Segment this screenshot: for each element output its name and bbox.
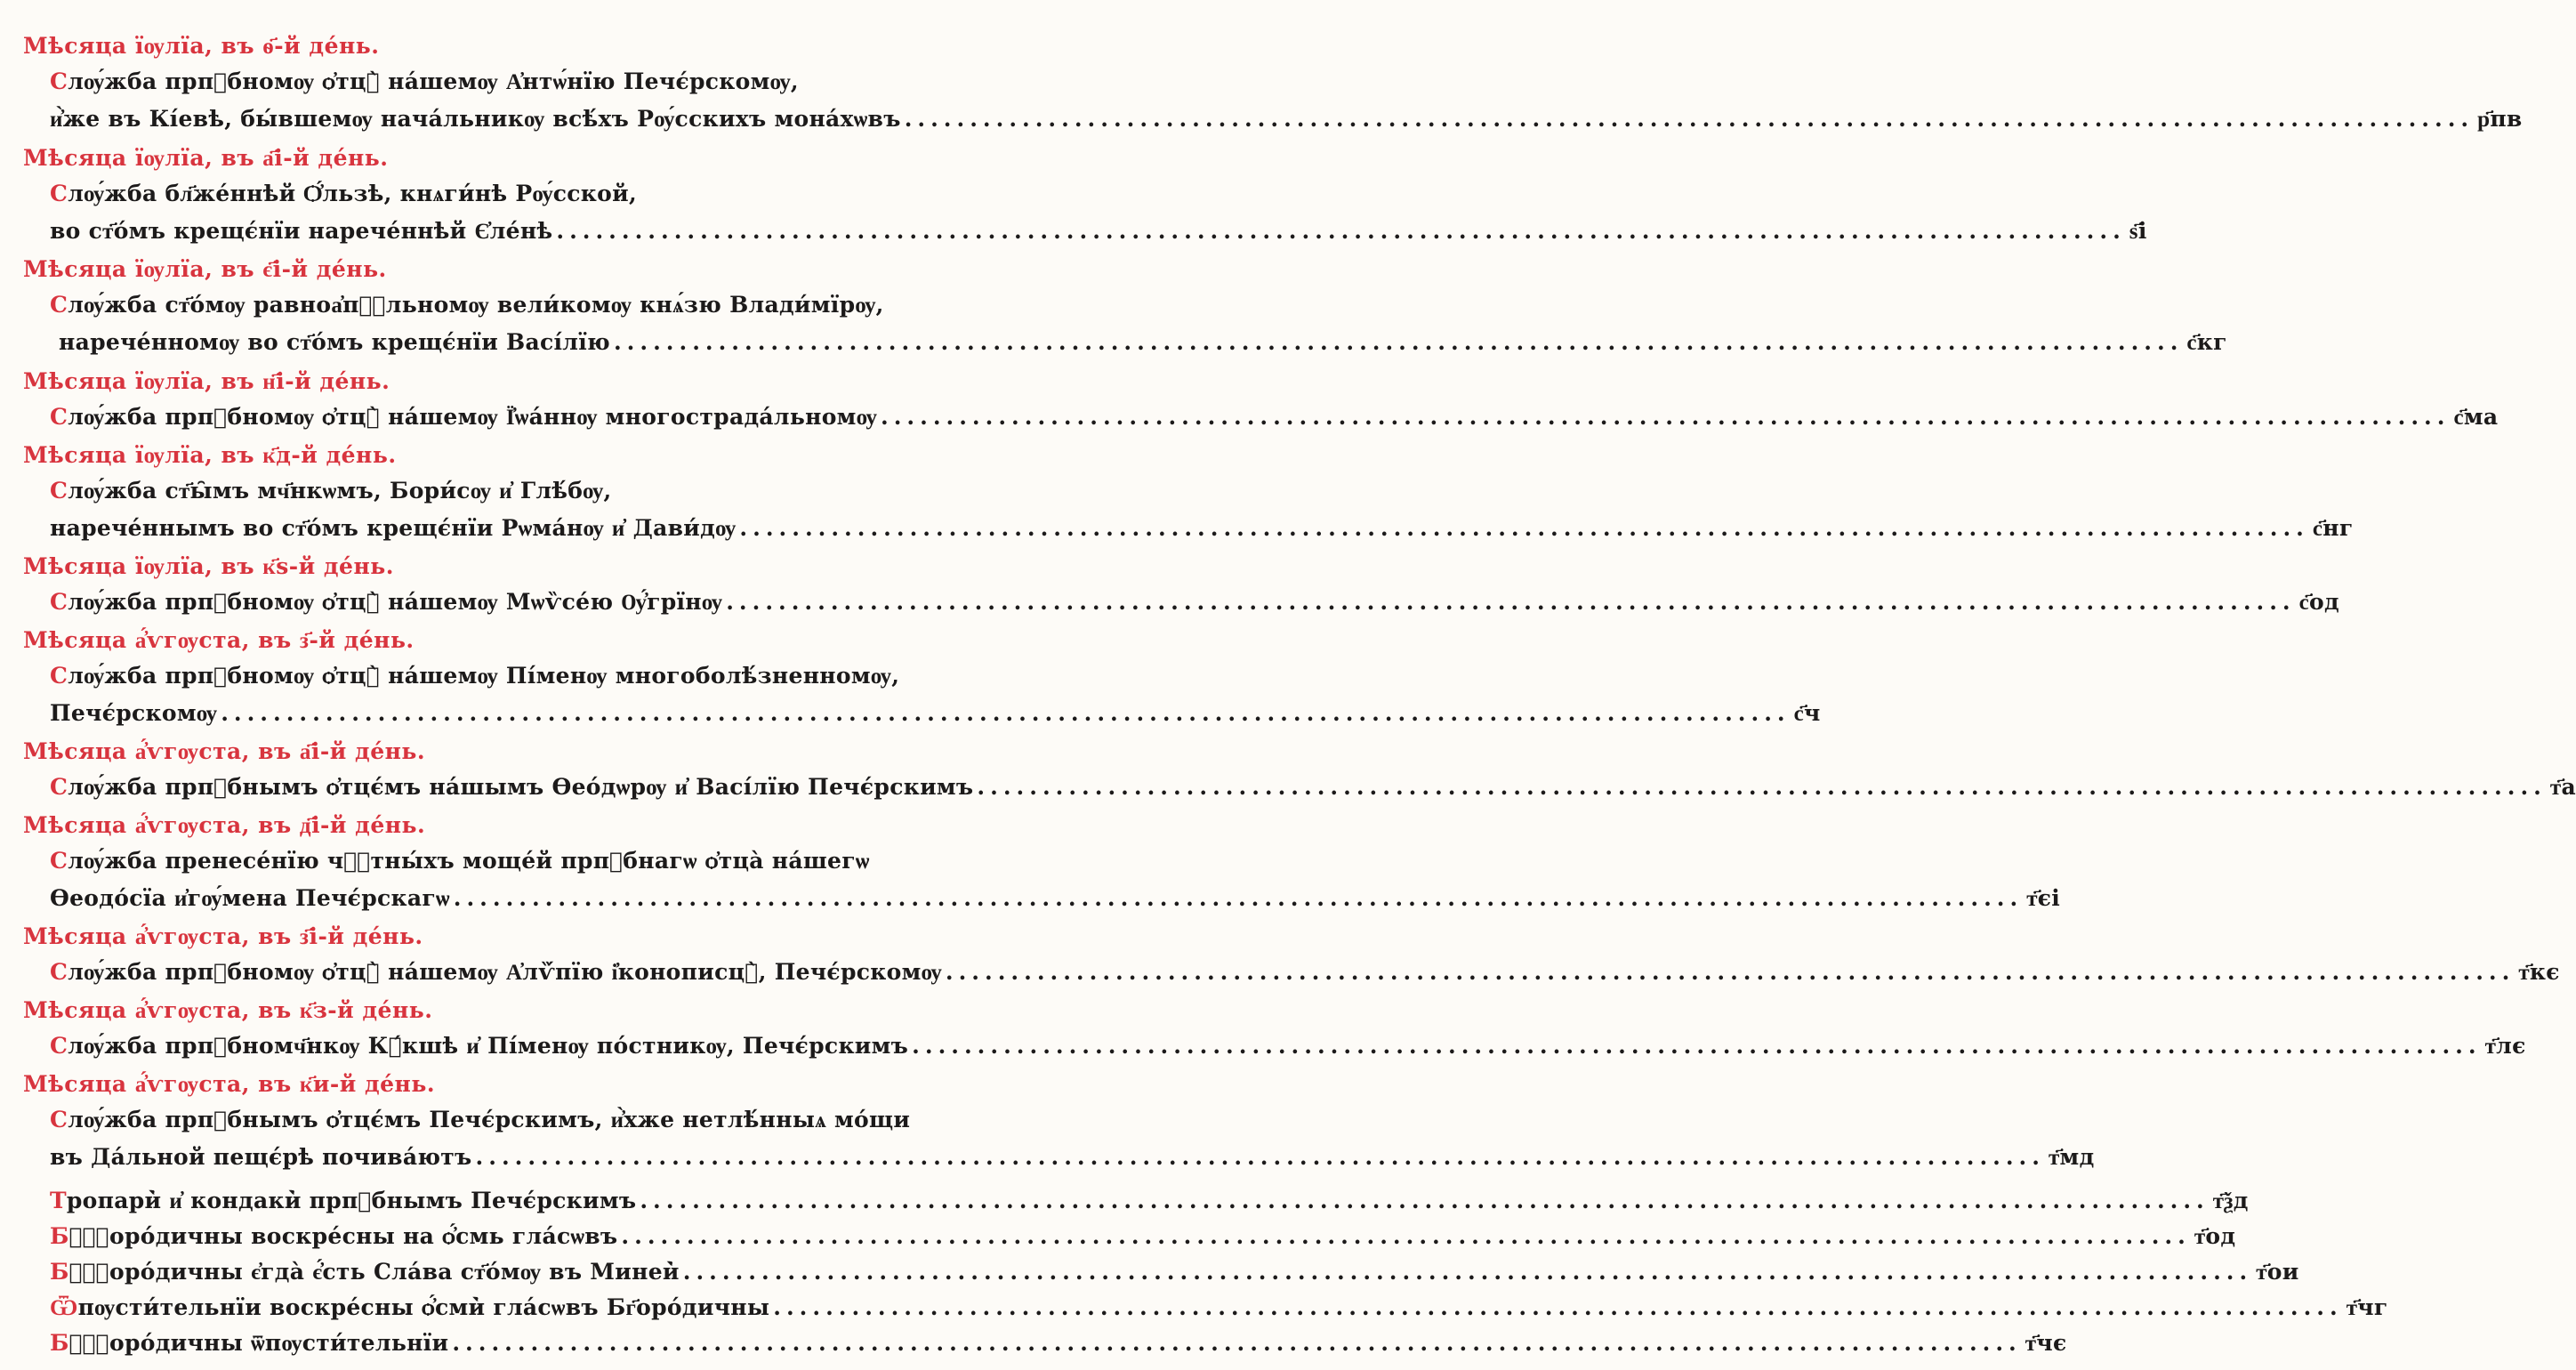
leader-dots <box>450 881 2026 916</box>
service-entry <box>50 214 2147 249</box>
initial-letter: С <box>50 181 68 206</box>
service-title: во ст҃о́мъ крещє́нїи нарече́ннѣй Є҆ле́нѣ <box>50 218 553 244</box>
service-entry <box>50 176 881 212</box>
service-title: лѹ́жба прпⷣбномч҃нкѹ Кꙋ́кшѣ и҆ Пі́менѹ по́стникѹ, Печє́рскимъ <box>68 1033 909 1059</box>
page-number: т҃ои <box>2256 1259 2299 1285</box>
service-entry <box>50 511 2354 546</box>
page-number: т҃а <box>2549 774 2576 800</box>
service-title: Печє́рскомѹ <box>50 700 218 726</box>
page-number: с҃кг <box>2186 329 2227 355</box>
initial-letter: С <box>50 478 68 504</box>
service-title: нарече́нномѹ во ст҃о́мъ крещє́нїи Васі́лїю <box>59 329 610 355</box>
misc-entry <box>50 1290 2388 1326</box>
misc-entry <box>50 1183 2249 1219</box>
page-number: т҃кє <box>2518 959 2560 985</box>
service-entry <box>50 64 881 100</box>
misc-entry <box>50 1219 2236 1254</box>
initial-letter: С <box>50 663 68 689</box>
page-number: с҃од <box>2298 589 2339 615</box>
initial-letter: С <box>50 404 68 430</box>
month-heading: Мѣсяца а҆́ѵгѹста, въ з҃-й де́нь. <box>23 627 415 653</box>
page-number: т҃чє <box>2025 1330 2067 1356</box>
month-heading: Мѣсяца їѹлїа, въ а҃і-й де́нь. <box>23 145 389 171</box>
service-title: въ Да́льной пещє́рѣ почива́ютъ <box>50 1144 472 1170</box>
leader-dots <box>636 1183 2212 1219</box>
page-number: с҃ма <box>2453 404 2499 430</box>
page-number: т҃мд <box>2048 1144 2095 1170</box>
service-entry <box>50 770 2576 805</box>
misc-title: пѹсти́тельнїи воскре́сны ѻ҆́сми̇̀ гла́сѡвъ Бг҃оро́дичны <box>77 1294 770 1320</box>
leader-dots <box>217 696 1793 731</box>
month-heading: Мѣсяца їѹлїа, въ н҃і-й де́нь. <box>23 368 390 394</box>
service-entry <box>50 881 2061 916</box>
page-number: т҃чг <box>2346 1294 2388 1320</box>
leader-dots <box>552 214 2129 249</box>
misc-title: ҁⷢ҇оро́дичны є҆гда̀ є҆́сть Сла́ва ст҃о́мѹ въ Минеи̇̀ <box>68 1259 680 1285</box>
service-title: Ѳеодо́сїа и҆гѹ́мена Печє́рскагѡ <box>50 885 450 911</box>
service-entry <box>50 399 2499 435</box>
initial-letter: Б <box>50 1259 69 1285</box>
service-title: лѹ́жба пренесе́нїю чⷭ҇тны́хъ моще́й прпⷣбнагѡ ѻ҆тца̀ на́шегѡ <box>68 848 870 874</box>
initial-letter: С <box>50 292 68 318</box>
service-entry <box>50 1028 2526 1064</box>
service-entry <box>50 473 881 509</box>
leader-dots <box>472 1140 2049 1175</box>
page-number: с҃ч <box>1793 700 1821 726</box>
service-title: и҆̀же въ Кі́евѣ, бы́вшемѹ нача́льникѹ всѣ́хъ Рѹ́сскихъ мона́хѡвъ <box>50 106 901 132</box>
leader-dots <box>877 399 2453 435</box>
initial-letter: С <box>50 1033 68 1059</box>
leader-dots <box>736 511 2312 546</box>
service-entry <box>50 843 881 879</box>
leader-dots <box>448 1326 2025 1361</box>
service-entry <box>50 658 900 694</box>
misc-entry <box>50 1326 2067 1361</box>
month-heading: Мѣсяца а҆́ѵгѹста, въ к҃и-й де́нь. <box>23 1071 436 1097</box>
initial-letter: С <box>50 848 68 874</box>
page-number: с҃нг <box>2312 515 2354 541</box>
leader-dots <box>769 1290 2346 1326</box>
month-heading: Мѣсяца а҆́ѵгѹста, въ к҃з-й де́нь. <box>23 997 433 1023</box>
initial-letter: С <box>50 959 68 985</box>
leader-dots <box>617 1219 2194 1254</box>
service-entry <box>59 325 2227 360</box>
page-number: т҃єі <box>2026 885 2061 911</box>
month-heading: Мѣсяца їѹлїа, въ є҃і-й де́нь. <box>23 256 387 282</box>
misc-title: ропари̇̀ и҆ кондаки̇̀ прпⷣбнымъ Печє́рскимъ <box>66 1188 637 1213</box>
page-number: р҃пв <box>2477 106 2523 132</box>
initial-letter: Ѿ <box>50 1294 78 1320</box>
initial-letter: С <box>50 1107 68 1132</box>
page-number: т҃од <box>2194 1223 2236 1249</box>
leader-dots <box>722 584 2298 620</box>
service-title: лѹ́жба прпⷣбнымъ ѻ҆тцє́мъ на́шымъ Ѳео́дѡрѹ и҆ Васі́лїю Печє́рскимъ <box>68 774 974 800</box>
month-heading: Мѣсяца а҆́ѵгѹста, въ д҃і-й де́нь. <box>23 812 426 838</box>
service-title: лѹ́жба ст҃ы̑мъ мч҃нкѡмъ, Бори́сѹ и҆ Глѣ́бѹ, <box>68 478 612 504</box>
service-entry <box>50 1102 911 1138</box>
initial-letter: Т <box>50 1188 67 1213</box>
initial-letter: Б <box>50 1330 69 1356</box>
service-entry <box>50 696 1821 731</box>
leader-dots <box>610 325 2186 360</box>
service-entry <box>50 955 2560 990</box>
service-title: лѹ́жба прпⷣбномѹ ѻ҆тцꙋ̀ на́шемѹ Пі́менѹ многоболѣ́зненномѹ, <box>68 663 900 689</box>
service-entry <box>50 287 884 323</box>
misc-title: ҁⷢ҇оро́дичны воскре́сны на ѻ҆́смь гла́сѡвъ <box>68 1223 618 1249</box>
month-heading: Мѣсяца їѹлїа, въ к҃ѕ-й де́нь. <box>23 553 394 579</box>
service-title: лѹ́жба прпⷣбнымъ ѻ҆тцє́мъ Печє́рскимъ, и҆̀хже нетлѣ́нныѧ мо́щи <box>68 1107 911 1132</box>
month-heading: Мѣсяца їѹлїа, въ ѳ҃-й де́нь. <box>23 33 380 59</box>
month-heading: Мѣсяца а҆́ѵгѹста, въ а҃і-й де́нь. <box>23 738 426 764</box>
service-entry <box>50 101 2523 137</box>
service-title: лѹ́жба бл҃же́ннѣй Ѻ҆́льзѣ, кнѧги́нѣ Рѹ́сской, <box>68 181 637 206</box>
service-entry <box>50 1140 2095 1175</box>
month-heading: Мѣсяца а҆́ѵгѹста, въ з҃і-й де́нь. <box>23 923 423 949</box>
misc-entry <box>50 1254 2299 1290</box>
page-number: т҃ѯд <box>2212 1188 2249 1213</box>
leader-dots <box>901 101 2477 137</box>
initial-letter: Б <box>50 1223 69 1249</box>
initial-letter: С <box>50 68 68 94</box>
service-title: нарече́ннымъ во ст҃о́мъ крещє́нїи Рѡма́нѹ и҆ Дави́дѹ <box>50 515 737 541</box>
leader-dots <box>973 770 2549 805</box>
page-number: т҃лє <box>2484 1033 2526 1059</box>
initial-letter: С <box>50 774 68 800</box>
leader-dots <box>942 955 2518 990</box>
page-number: ѕ҃і <box>2129 218 2147 244</box>
service-title: лѹ́жба прпⷣбномѹ ѻ҆тцꙋ̀ на́шемѹ А҆лѷ́пїю і҆конописцꙋ̀, Печє́рскомѹ <box>68 959 942 985</box>
month-heading: Мѣсяца їѹлїа, въ к҃д-й де́нь. <box>23 442 397 468</box>
service-title: лѹ́жба прпⷣбномѹ ѻ҆тцꙋ̀ на́шемѹ Мѡѷсе́ю Ѹ҆́грїнѹ <box>68 589 723 615</box>
service-title: лѹ́жба ст҃о́мѹ равноа҆пⷭ҇льномѹ вели́комѹ кнѧ́зю Влади́мїрѹ, <box>68 292 884 318</box>
service-entry <box>50 584 2339 620</box>
leader-dots <box>908 1028 2484 1064</box>
service-title: лѹ́жба прпⷣбномѹ ѻ҆тцꙋ̀ на́шемѹ Ї҆ѡа́ннѹ многострада́льномѹ <box>68 404 877 430</box>
leader-dots <box>680 1254 2256 1290</box>
initial-letter: С <box>50 589 68 615</box>
service-title: лѹ́жба прпⷣбномѹ ѻ҆тцꙋ̀ на́шемѹ А҆нтѡ́нїю Печє́рскомѹ, <box>68 68 799 94</box>
misc-title: ҁⷢ҇оро́дичны ѿпѹсти́тельнїи <box>68 1330 449 1356</box>
